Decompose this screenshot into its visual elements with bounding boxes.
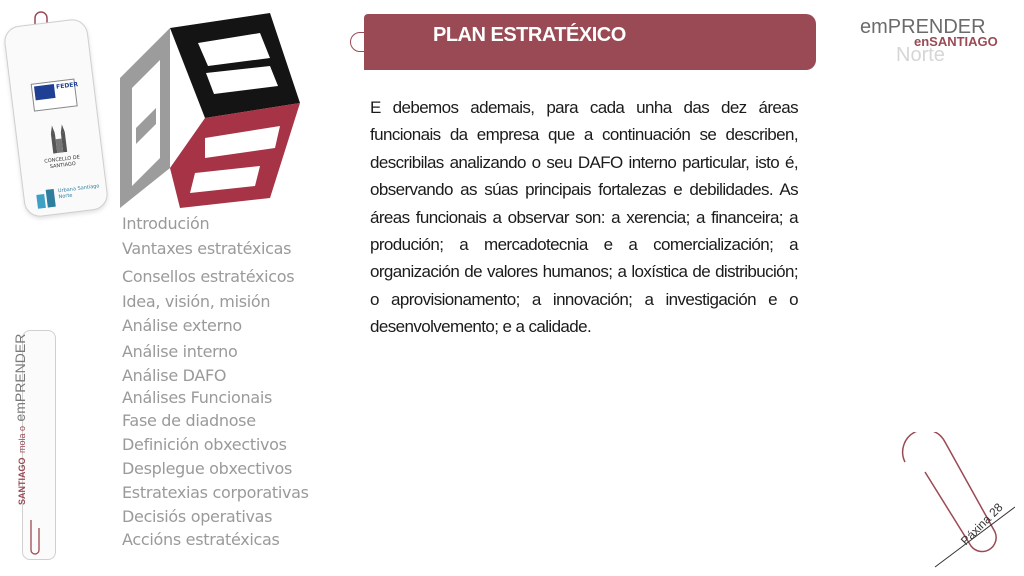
nav-item-consellos[interactable]: Consellos estratéxicos [122, 267, 295, 286]
slogan-santiago: SANTIAGO [17, 457, 27, 505]
slogan [12, 334, 30, 505]
brand-emprender: emPRENDER [860, 16, 986, 38]
urbana-label: Urbana Santiago Norte [57, 183, 100, 201]
nav-item-accions[interactable]: Accións estratéxicas [122, 530, 280, 549]
nav-item-analise-externo[interactable]: Análise externo [122, 316, 242, 335]
emprender-cube-logo [110, 8, 310, 213]
nav-item-definicion-obxectivos[interactable]: Definición obxectivos [122, 435, 287, 454]
page-number: Páxina 28 [958, 500, 1006, 548]
title-pill-decoration [350, 32, 418, 52]
eu-flag-icon [34, 84, 56, 100]
urbana-logo-icon [36, 189, 58, 209]
nav-item-analises-funcionais[interactable]: Análises Funcionais [122, 388, 273, 407]
nav-item-vantaxes[interactable]: Vantaxes estratéxicas [122, 239, 292, 258]
body-paragraph: E debemos ademais, para cada unha das dez áreas funcionais da empresa que a continuación se describen, describilas analizando o seu DAFO interno particular, isto é, observando as súas principais fortalezas e debilidades. As áreas funcionais a observar son: a xerencia; a financeira; a produción; a mercadotecnia e a comercialización; a organización de valores humanos; a loxística de distribución; o aprovisionamento; a innovación; a investigación e o desenvolvemento; e a calidade. [370, 98, 798, 337]
brand-ensantiago: enSANTIAGO [914, 34, 998, 49]
brand-norte: Norte [896, 44, 945, 66]
paperclip-icon [28, 520, 42, 560]
page-title: PLAN ESTRATÉXICO [433, 24, 626, 46]
nav-item-introducion[interactable]: Introdución [122, 214, 210, 233]
feder-logo [31, 78, 78, 111]
nav-item-estratexias[interactable]: Estratexias corporativas [122, 483, 309, 502]
concello-label: CONCELLO DE SANTIAGO [44, 154, 81, 171]
nav-item-decisios[interactable]: Decisiós operativas [122, 507, 273, 526]
nav-item-idea[interactable]: Idea, visión, misión [122, 292, 271, 311]
nav-item-analise-interno[interactable]: Análise interno [122, 342, 238, 361]
nav-item-analise-dafo[interactable]: Análise DAFO [122, 366, 227, 385]
slogan-mola: mola o [17, 426, 27, 454]
nav-item-fase-diadnose[interactable]: Fase de diadnose [122, 411, 256, 430]
nav-item-desplegue-obxectivos[interactable]: Desplegue obxectivos [122, 459, 293, 478]
slogan-emprender: emPRENDER [12, 333, 28, 422]
feder-label: FEDER [55, 81, 79, 91]
cathedral-icon [46, 122, 71, 154]
sponsor-logo-card [3, 18, 110, 219]
